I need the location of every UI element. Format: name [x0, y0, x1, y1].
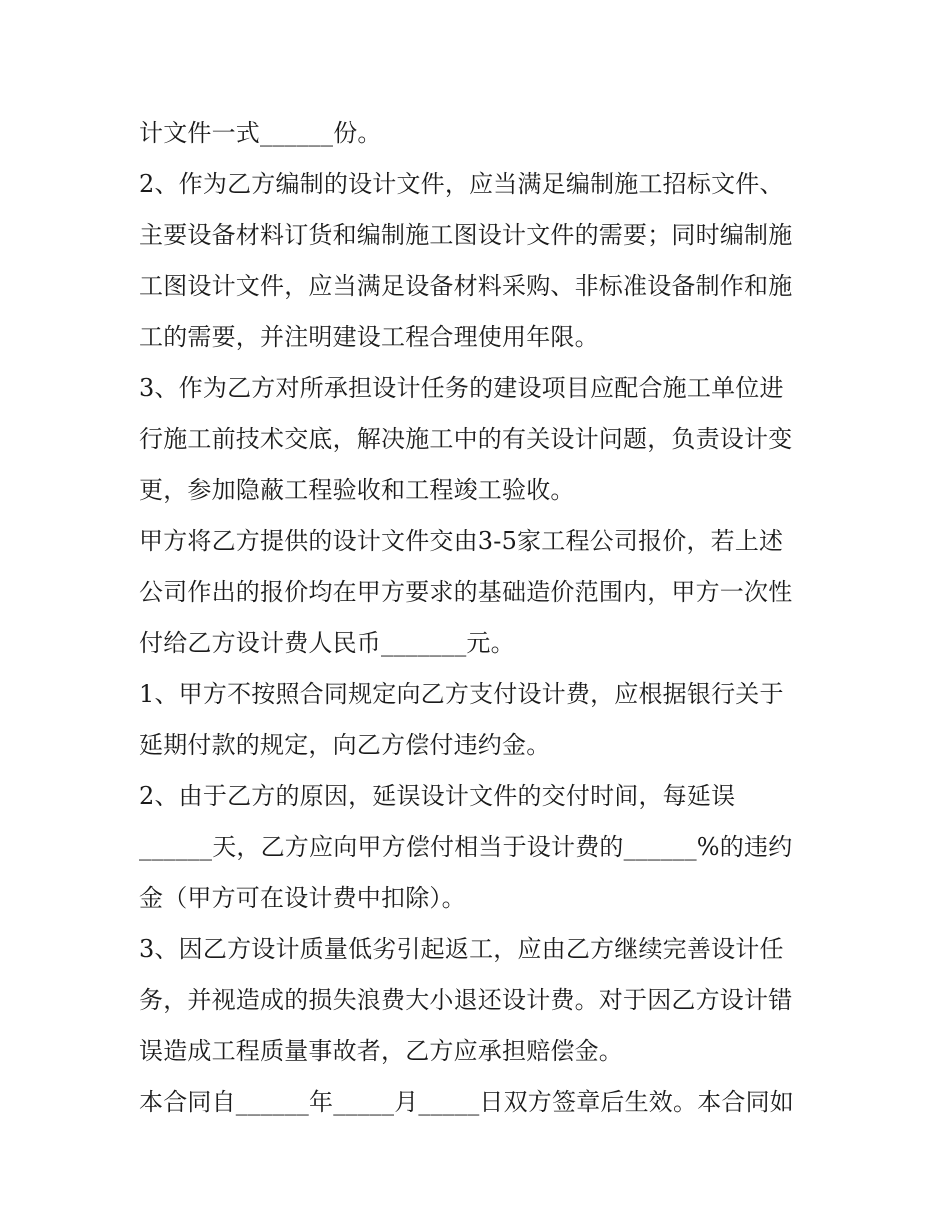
text-line: 3、因乙方设计质量低劣引起返工，应由乙方继续完善设计任 — [139, 935, 784, 963]
text-line: 2、由于乙方的原因，延误设计文件的交付时间，每延误 — [139, 782, 736, 810]
text-line: 主要设备材料订货和编制施工图设计文件的需要；同时编制施 — [139, 221, 793, 249]
text-line: 金（甲方可在设计费中扣除）。 — [139, 884, 466, 912]
text-line: 误造成工程质量事故者，乙方应承担赔偿金。 — [139, 1037, 623, 1065]
text-line: 计文件一式______份。 — [139, 119, 382, 147]
text-line: 工图设计文件，应当满足设备材料采购、非标准设备制作和施 — [139, 272, 793, 300]
text-line: 工的需要，并注明建设工程合理使用年限。 — [139, 323, 599, 351]
text-line: ______天，乙方应向甲方偿付相当于设计费的______%的违约 — [139, 833, 793, 861]
text-line: 务，并视造成的损失浪费大小退还设计费。对于因乙方设计错 — [139, 986, 793, 1014]
text-line: 行施工前技术交底，解决施工中的有关设计问题，负责设计变 — [139, 425, 793, 453]
text-line: 付给乙方设计费人民币_______元。 — [139, 629, 515, 657]
text-line: 1、甲方不按照合同规定向乙方支付设计费，应根据银行关于 — [139, 680, 784, 708]
text-line: 3、作为乙方对所承担设计任务的建设项目应配合施工单位进 — [139, 374, 784, 402]
contract-text — [139, 108, 829, 1128]
text-line: 本合同自______年_____月_____日双方签章后生效。本合同如 — [139, 1088, 794, 1116]
text-line: 甲方将乙方提供的设计文件交由3-5家工程公司报价，若上述 — [139, 527, 784, 555]
text-line: 延期付款的规定，向乙方偿付违约金。 — [139, 731, 551, 759]
text-line: 更，参加隐蔽工程验收和工程竣工验收。 — [139, 476, 575, 504]
text-line: 2、作为乙方编制的设计文件，应当满足编制施工招标文件、 — [139, 170, 784, 198]
text-line: 公司作出的报价均在甲方要求的基础造价范围内，甲方一次性 — [139, 578, 793, 606]
